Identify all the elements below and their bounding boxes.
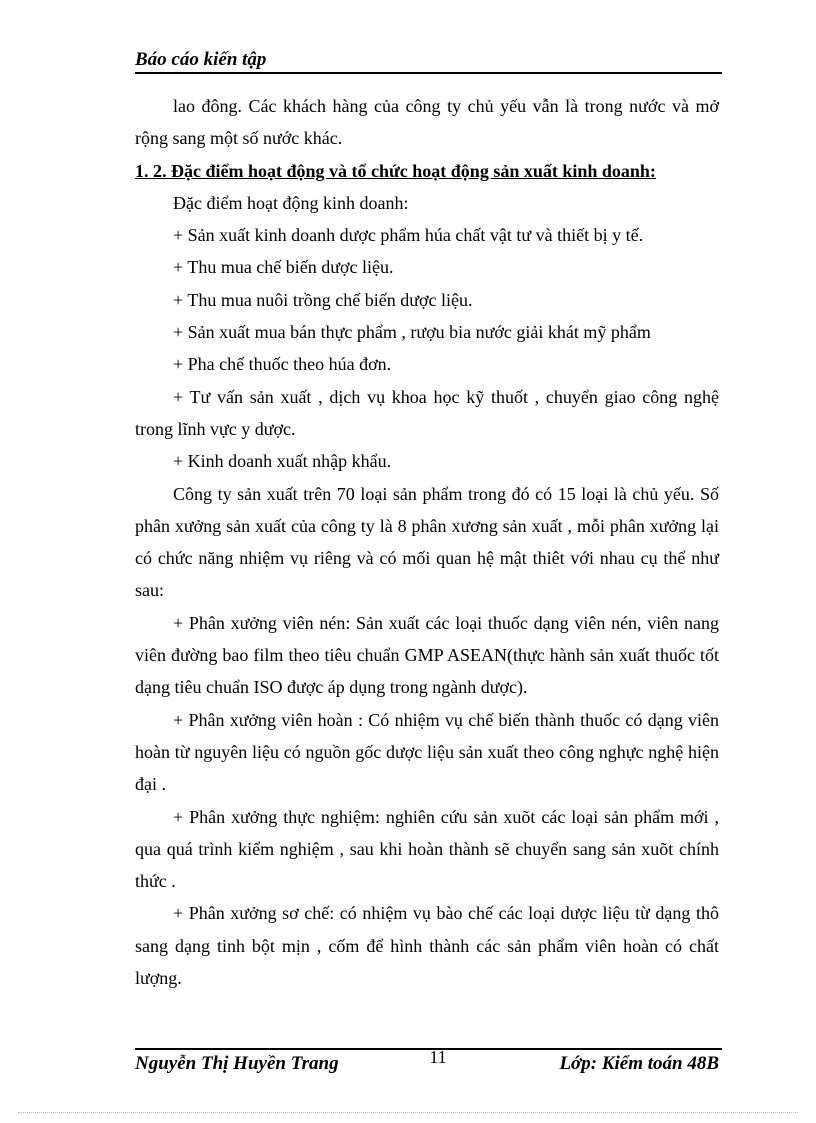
footer-author: Nguyễn Thị Huyền Trang xyxy=(135,1053,339,1074)
paragraph: lao đông. Các khách hàng của công ty chủ yếu vẫn là trong nước và mở rộng sang một số nước khác. xyxy=(135,96,719,149)
page-edge-dotted-line xyxy=(18,1112,798,1113)
list-item: + Thu mua chế biến dược liệu. xyxy=(173,257,394,278)
paragraph: Công ty sản xuất trên 70 loại sản phẩm trong đó có 15 loại là chủ yếu. Số phân xưởng sản xuất của công ty là 8 phân xương sản xuất , mỗi phân xưởng lại có chức năng nhiệm vụ riêng và có mối quan hệ mật thiêt với nhau cụ thể như sau: xyxy=(135,483,719,601)
body-content xyxy=(135,90,719,994)
page-header-title: Báo cáo kiến tập xyxy=(135,49,267,70)
header-divider xyxy=(135,72,722,74)
list-item: + Phân xưởng viên nén: Sản xuất các loại thuốc dạng viên nén, viên nang viên đường bao film theo tiêu chuẩn GMP ASEAN(thực hành sản xuất thuốc tốt dạng tiêu chuẩn ISO được áp dụng trong ngành dược). xyxy=(135,612,719,698)
list-item: + Thu mua nuôi trồng chế biến dược liệu. xyxy=(173,289,473,310)
list-item: + Sản xuất kinh doanh dược phẩm húa chất vật tư và thiết bị y tế. xyxy=(173,225,644,246)
list-item: + Pha chế thuốc theo húa đơn. xyxy=(173,354,392,375)
list-item: + Tư vấn sản xuất , dịch vụ khoa học kỹ thuốt , chuyển giao công nghệ trong lĩnh vực y dược. xyxy=(135,386,719,439)
list-item: + Phân xưởng thực nghiệm: nghiên cứu sản xuõt các loại sản phẩm mới , qua quá trình kiểm nghiệm , sau khi hoàn thành sẽ chuyển sang sản xuõt chính thức . xyxy=(135,806,719,892)
list-item: + Phân xưởng viên hoàn : Có nhiệm vụ chế biến thành thuốc có dạng viên hoàn từ nguyên liệu có nguồn gốc dược liệu sản xuất theo công nghực nghệ hiện đại . xyxy=(135,709,719,795)
list-item: + Phân xưởng sơ chế: có nhiệm vụ bào chế các loại dược liệu từ dạng thô sang dạng tinh bột mịn , cốm để hình thành các sản phẩm viên hoàn có chất lượng. xyxy=(135,903,719,989)
list-item: + Kinh doanh xuất nhập khẩu. xyxy=(173,451,392,472)
list-item: + Sản xuất mua bán thực phẩm , rượu bia nước giải khát mỹ phẩm xyxy=(173,322,651,343)
footer-class-label: Lớp: Kiểm toán 48B xyxy=(559,1053,719,1074)
section-heading: 1. 2. Đặc điểm hoạt động và tổ chức hoạt động sản xuất kinh doanh: xyxy=(135,160,656,181)
paragraph: Đặc điểm hoạt động kinh doanh: xyxy=(173,192,409,213)
page-number: 11 xyxy=(429,1047,447,1067)
